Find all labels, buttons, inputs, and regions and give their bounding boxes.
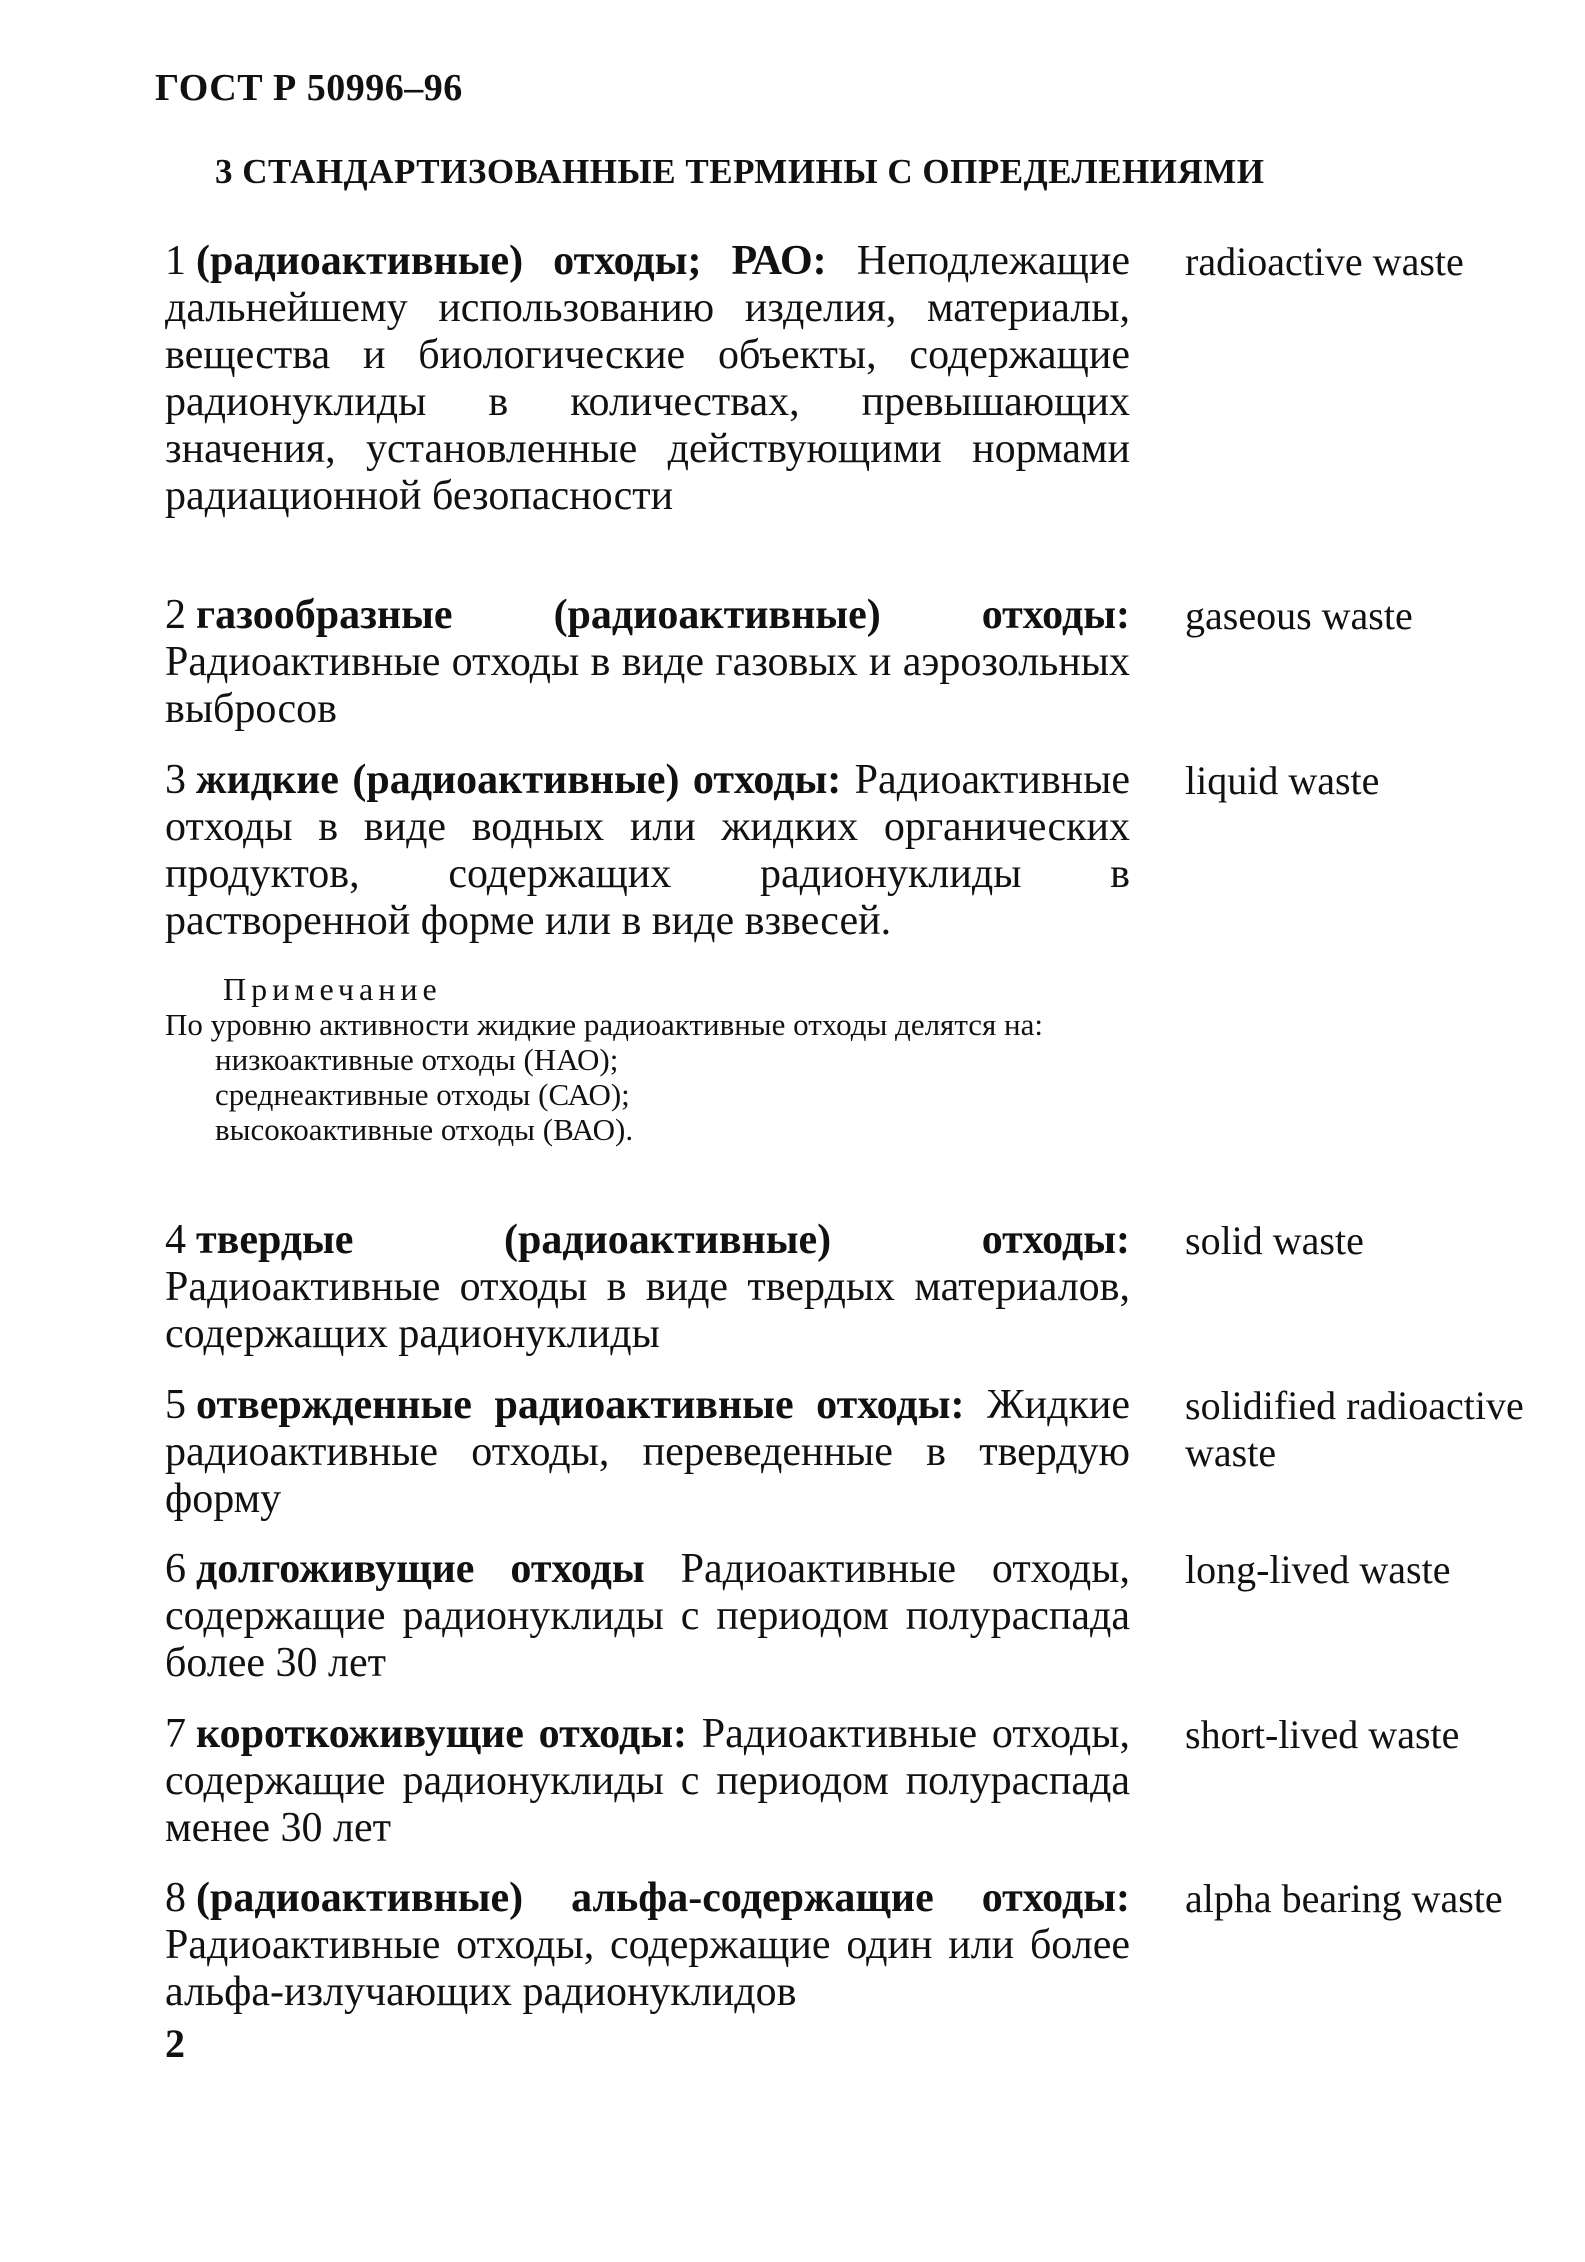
term-definition-block [165,1875,1130,2016]
term-name: (радиоактивные) альфа-содержащие отходы: [196,1875,1130,1921]
term-english: liquid waste [1185,758,1380,803]
term-english: short-lived waste [1185,1712,1460,1757]
term-number: 8 [165,1875,186,1921]
term-definition-block [165,1217,1130,1358]
term-name: жидкие (радиоактивные) отходы: [196,757,842,803]
term-definition-block [165,1382,1130,1523]
term-number: 5 [165,1382,186,1428]
term-number: 6 [165,1546,186,1592]
note-item: низкоактивные отходы (НАО); [215,1042,619,1077]
note-block [165,972,1125,1147]
term-number: 1 [165,238,186,284]
term-definition: Радиоактивные отходы, содержащие радионуклиды с периодом полураспада менее 30 лет [165,1711,1131,1851]
term-definition: Радиоактивные отходы в виде водных или жидких органических продуктов, содержащих радионуклиды в растворенной форме или в виде взвесей. [165,757,1130,944]
section-title: 3 СТАНДАРТИЗОВАННЫЕ ТЕРМИНЫ С ОПРЕДЕЛЕНИЯМИ [215,152,1265,191]
term-number: 7 [165,1711,186,1757]
term-definition: Неподлежащие дальнейшему использованию изделия, материалы, вещества и биологические объекты, содержащие радионуклиды в количествах, превышающих значения, установленные действующими нормами радиационной безопасности [165,238,1131,519]
term-definition-block [165,1546,1130,1687]
term-english: long-lived waste [1185,1547,1451,1592]
note-item: высокоактивные отходы (ВАО). [215,1112,634,1147]
note-text: По уровню активности жидкие радиоактивные отходы делятся на: [165,1007,1043,1042]
term-english: radioactive waste [1185,239,1464,284]
document-code: ГОСТ Р 50996–96 [155,67,463,109]
term-english: gaseous waste [1185,593,1413,638]
term-name: твердые (радиоактивные) отходы: [196,1217,1130,1263]
term-definition: Радиоактивные отходы, содержащие один или более альфа-излучающих радионуклидов [165,1922,1130,2015]
term-name: отвержденные радиоактивные отходы: [196,1382,965,1428]
note-item: среднеактивные отходы (САО); [215,1077,630,1112]
term-definition: Радиоактивные отходы в виде газовых и аэрозольных выбросов [165,639,1130,732]
term-definition: Радиоактивные отходы, содержащие радионуклиды с периодом полураспада более 30 лет [165,1546,1131,1686]
term-definition: Радиоактивные отходы в виде твердых материалов, содержащих радионуклиды [165,1264,1130,1357]
term-definition-block [165,238,1130,520]
term-definition-block [165,592,1130,733]
term-definition: Жидкие радиоактивные отходы, переведенные в твердую форму [165,1382,1131,1522]
term-name: газообразные (радиоактивные) отходы: [196,592,1130,638]
term-number: 4 [165,1217,186,1263]
term-definition-block [165,757,1130,945]
term-english: solidified radioactive waste [1185,1383,1524,1475]
note-title: Примечание [223,971,442,1007]
page-number: 2 [165,2021,185,2066]
term-number: 3 [165,757,186,803]
term-name: (радиоактивные) отходы; РАО: [196,238,827,284]
term-definition-block [165,1711,1130,1852]
term-english: alpha bearing waste [1185,1876,1503,1921]
term-english: solid waste [1185,1218,1364,1263]
term-number: 2 [165,592,186,638]
term-name: долгоживущие отходы [196,1546,645,1592]
term-name: короткоживущие отходы: [196,1711,687,1757]
